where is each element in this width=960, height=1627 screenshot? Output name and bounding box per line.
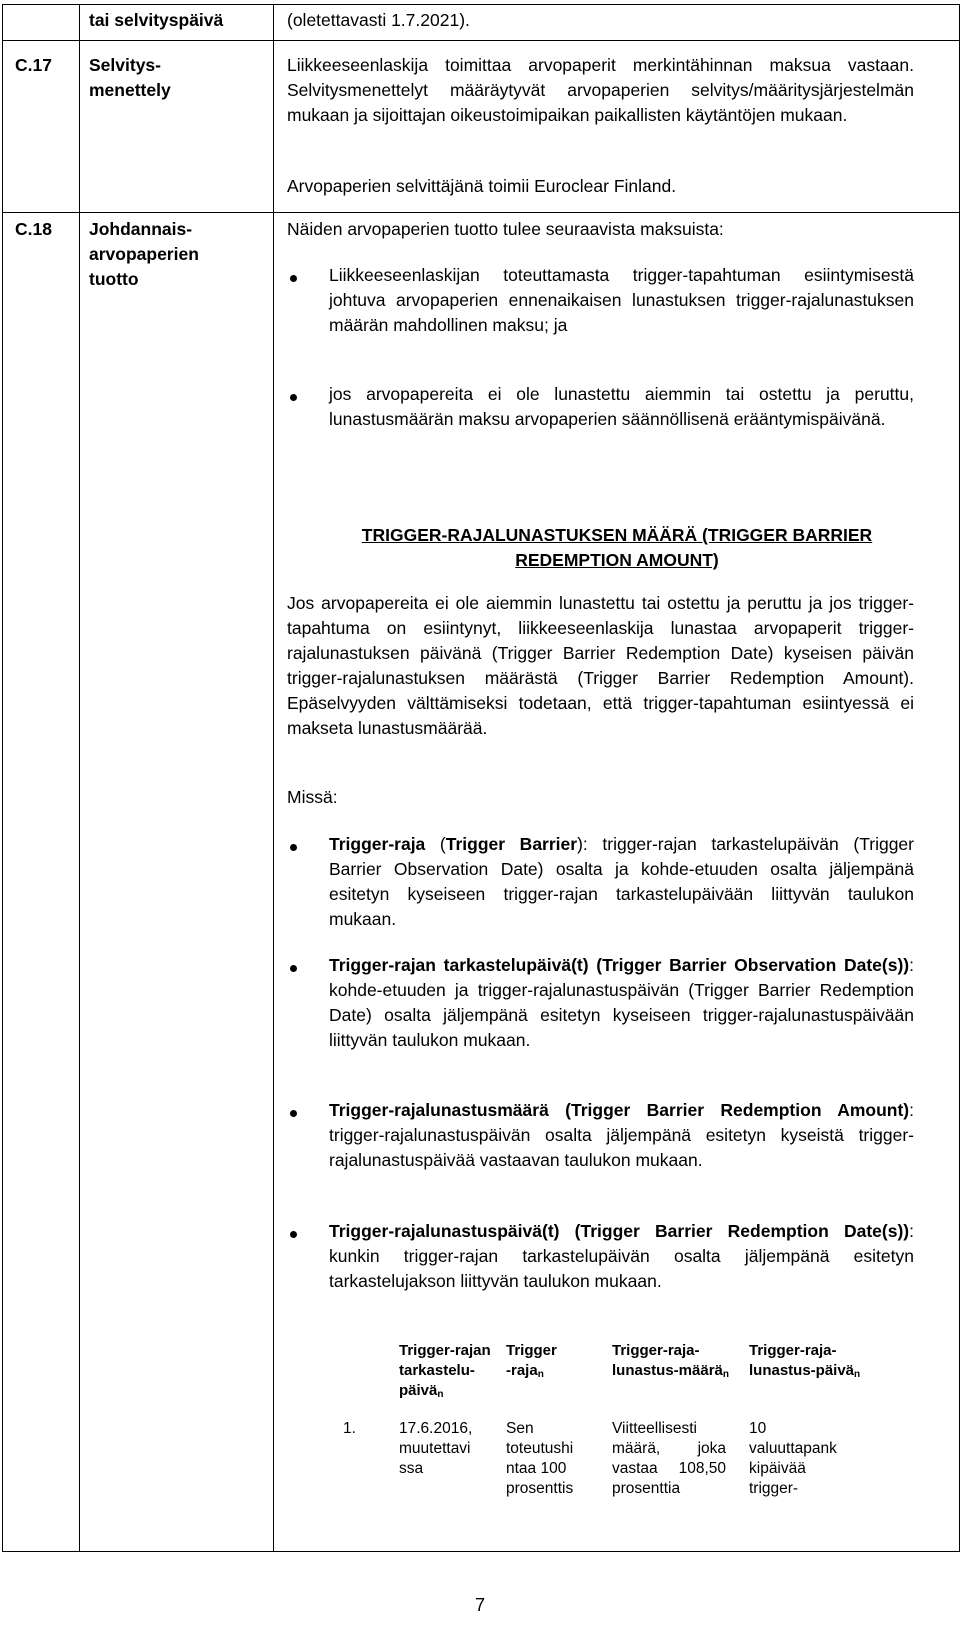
- row-divider: [3, 212, 959, 213]
- definition-term: Trigger Barrier: [445, 834, 578, 854]
- cell-line: 10: [749, 1420, 767, 1437]
- row-divider: [3, 40, 959, 41]
- header-text: lunastus-päivä: [749, 1362, 855, 1379]
- header-text: -raja: [506, 1362, 538, 1379]
- header-text: päivä: [399, 1382, 438, 1399]
- definition-term: Trigger-rajalunastusmäärä (Trigger Barrier Redemption Amount): [329, 1100, 910, 1120]
- cell-line: muutettavi: [399, 1440, 471, 1457]
- definition-text: : kohde-etuuden ja trigger-rajalunastuspäivän (Trigger Barrier Redemption Date) osalta jäljempänä esitetyn kyseiseen trigger-rajalunastuspäivään liittyvän taulukon mukaan.: [329, 955, 914, 1050]
- cell-line: valuuttapank: [749, 1440, 837, 1457]
- header-line: Trigger-raja-: [749, 1342, 837, 1359]
- cell-line: 17.6.2016,: [399, 1420, 473, 1437]
- header-line: tarkastelu-: [399, 1362, 475, 1379]
- definition-item: [329, 953, 914, 1053]
- bullet-icon: [290, 275, 297, 282]
- cell-line: trigger-: [749, 1480, 799, 1497]
- definition-item: [329, 832, 914, 932]
- section-title: menettely: [89, 80, 171, 100]
- table-cell: [612, 1419, 726, 1499]
- bullet-text: Liikkeeseenlaskijan toteuttamasta trigger-tapahtuman esiintymisestä johtuva arvopaperien ennenaikaisen lunastuksen trigger-rajalunastuksen määrän mahdollinen maksu; ja: [329, 265, 914, 335]
- section-heading: REDEMPTION AMOUNT): [515, 550, 719, 570]
- header-line: Trigger-rajan: [399, 1342, 491, 1359]
- table-header: [612, 1341, 742, 1385]
- intro-text: Näiden arvopaperien tuotto tulee seuraavista maksuista:: [287, 219, 724, 239]
- bullet-icon: [290, 1231, 297, 1238]
- bullet-text: jos arvopapereita ei ole lunastettu aiemmin tai ostettu ja peruttu, lunastusmäärän maksu arvopaperien säännöllisenä erääntymispäivänä.: [329, 384, 914, 429]
- definition-text: (: [425, 834, 446, 854]
- header-line: [749, 1361, 879, 1385]
- definition-item: [329, 1098, 914, 1173]
- table-cell: [399, 1419, 499, 1479]
- column-divider: [79, 5, 80, 1551]
- missa-label: Missä:: [287, 787, 338, 807]
- section-number: C.17: [15, 55, 52, 75]
- cell-line: prosenttia: [612, 1480, 681, 1497]
- page-number: 7: [474, 1595, 485, 1615]
- section-number: C.18: [15, 219, 52, 239]
- bullet-icon: [290, 394, 297, 401]
- cell-line: ssa: [399, 1460, 424, 1477]
- header-subscript: n: [854, 1369, 861, 1380]
- cell-line: kipäivää: [749, 1460, 806, 1477]
- table-header: [506, 1341, 601, 1385]
- bullet-icon: [290, 1110, 297, 1117]
- table-header: [399, 1341, 499, 1405]
- cell-line: vastaa 108,50: [612, 1460, 726, 1477]
- section-heading: TRIGGER-RAJALUNASTUKSEN MÄÄRÄ (TRIGGER BARRIER: [361, 525, 873, 545]
- column-divider: [273, 5, 274, 1551]
- definition-text: : kunkin trigger-rajan tarkastelupäivän osalta jäljempänä esitetyn tarkastelujakson liittyvän taulukon mukaan.: [329, 1221, 914, 1291]
- cell-line: Viitteellisesti: [612, 1420, 698, 1437]
- bullet-icon: [290, 844, 297, 851]
- paragraph: Jos arvopapereita ei ole aiemmin lunastettu tai ostettu ja peruttu ja jos trigger-tapahtuma on esiintynyt, liikkeeseenlaskija lunastaa arvopaperit trigger-rajalunastuksen päivänä (Trigger Barrier Redemption Date) kyseisen päivän trigger-rajalunastuksen määrästä (Trigger Barrier Redemption Amount). Epäselvyyden välttämiseksi todetaan, että trigger-tapahtuman esiintyessä ei makseta lunastusmäärää.: [287, 593, 914, 738]
- header-line: [506, 1361, 601, 1385]
- definition-term: Trigger-raja: [329, 834, 426, 854]
- cell-line: prosenttis: [506, 1480, 574, 1497]
- definition-text: : trigger-rajalunastuspäivän osalta jäljempänä esitetyn kyseistä trigger-rajalunastuspäivää vastaavan taulukon mukaan.: [329, 1100, 914, 1170]
- definition-term: Trigger-rajan tarkastelupäivä(t) (Trigger Barrier Observation Date(s)): [329, 955, 910, 975]
- document-table: [2, 4, 960, 1552]
- header-text: lunastus-määrä: [612, 1362, 723, 1379]
- section-title: Selvitys-: [89, 55, 161, 75]
- cell-line: toteutushi: [506, 1440, 574, 1457]
- table-cell: [506, 1419, 601, 1499]
- paragraph: Liikkeeseenlaskija toimittaa arvopaperit merkintähinnan maksua vastaan. Selvitysmenettelyt määräytyvät arvopaperien selvitys/määritysjärjestelmän mukaan ja sijoittajan oikeustoimipaikan paikallisten käytäntöjen mukaan.: [287, 55, 914, 125]
- header-line: Trigger: [506, 1342, 557, 1359]
- table-cell: [749, 1419, 869, 1499]
- header-line: Trigger-raja-: [612, 1342, 700, 1359]
- definition-item: [329, 1219, 914, 1294]
- cell-line: ntaa 100: [506, 1460, 567, 1477]
- header-line: [399, 1381, 499, 1405]
- table-row-index: 1.: [343, 1420, 356, 1437]
- header-subscript: n: [437, 1389, 444, 1400]
- section-title: arvopaperien: [89, 244, 199, 264]
- table-header: [749, 1341, 879, 1385]
- row-text: (oletettavasti 1.7.2021).: [287, 10, 470, 30]
- header-subscript: n: [722, 1369, 729, 1380]
- definition-text: ): trigger-rajan tarkastelupäivän (Trigger Barrier Observation Date) osalta ja kohde-etuuden osalta jäljempänä esitetyn kyseiseen trigger-rajan tarkastelupäivään liittyvän taulukon mukaan.: [329, 834, 914, 929]
- bullet-icon: [290, 965, 297, 972]
- row-label: tai selvityspäivä: [89, 10, 224, 30]
- cell-line: määrä, joka: [612, 1440, 726, 1457]
- cell-line: Sen: [506, 1420, 534, 1437]
- definition-term: Trigger-rajalunastuspäivä(t) (Trigger Barrier Redemption Date(s)): [329, 1221, 910, 1241]
- header-subscript: n: [537, 1369, 544, 1380]
- section-title: Johdannais-: [89, 219, 193, 239]
- header-line: [612, 1361, 742, 1385]
- paragraph: Arvopaperien selvittäjänä toimii Euroclear Finland.: [287, 176, 677, 196]
- section-title: tuotto: [89, 269, 139, 289]
